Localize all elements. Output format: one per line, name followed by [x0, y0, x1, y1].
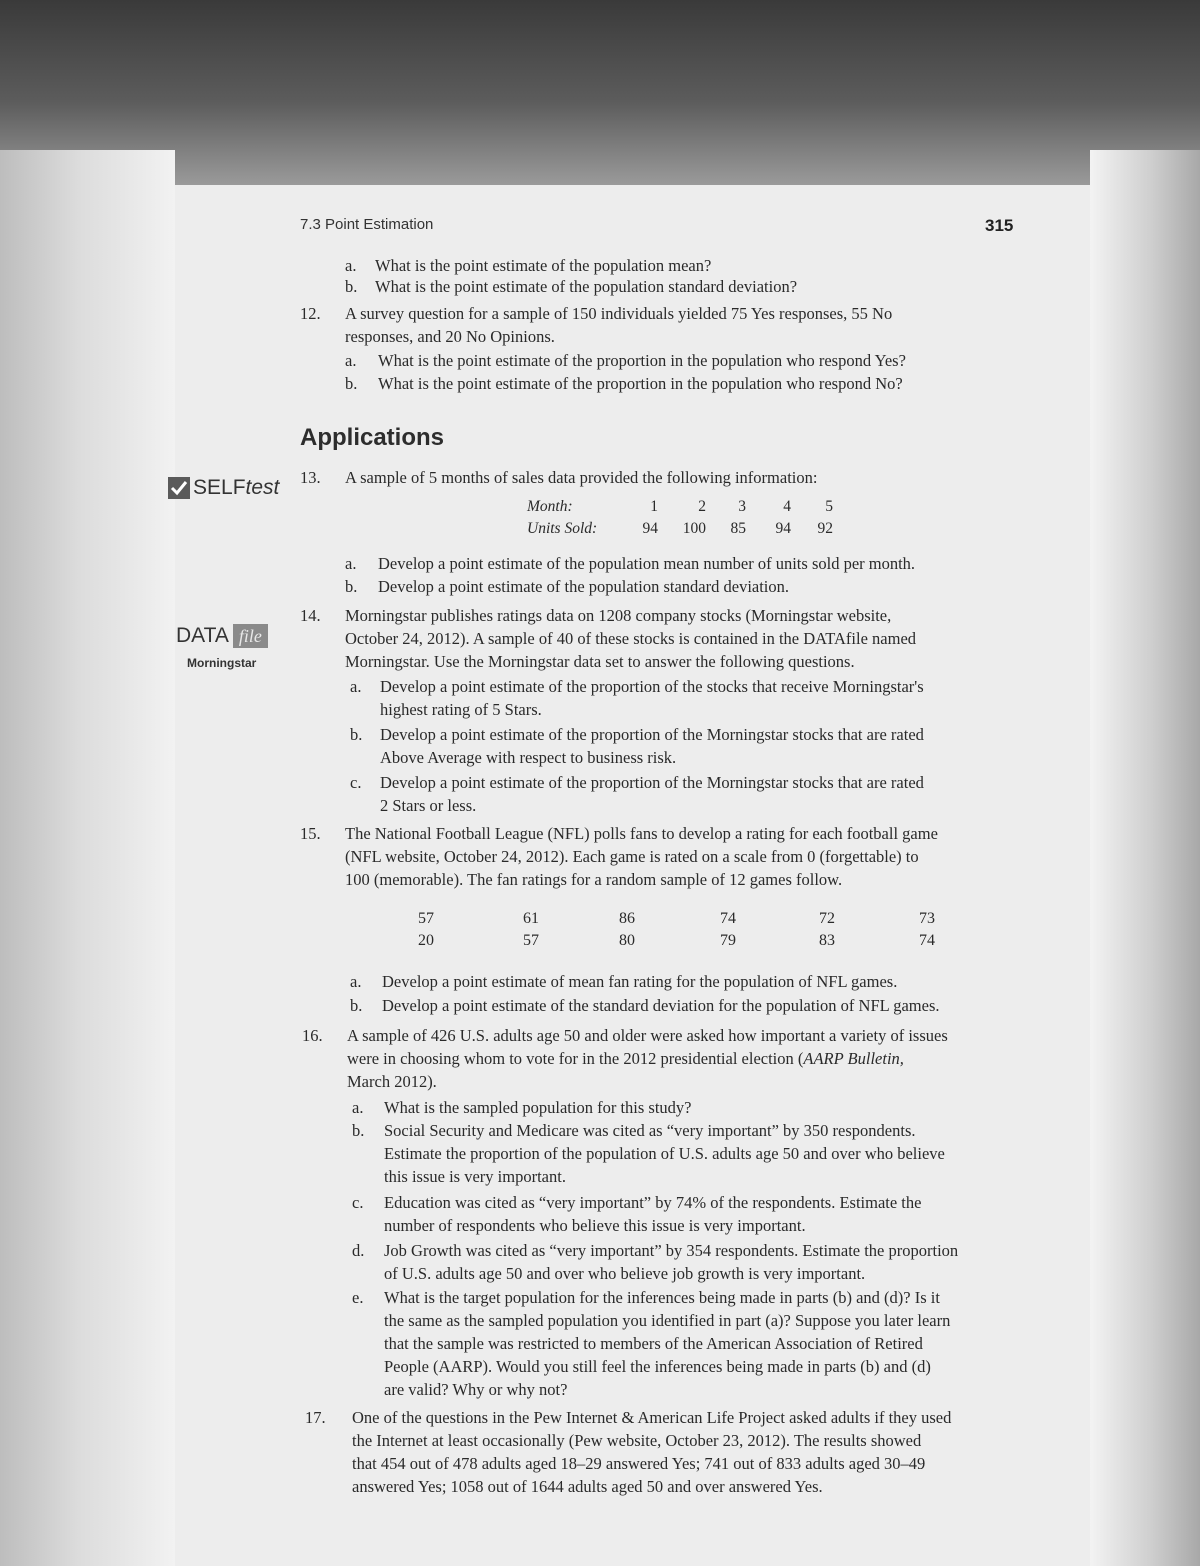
q16-a-label: a. — [352, 1098, 364, 1117]
rating-value: 83 — [819, 932, 835, 949]
rating-value: 74 — [919, 932, 935, 949]
q17-line-1: One of the questions in the Pew Internet & American Life Project asked adults if they used — [352, 1408, 952, 1427]
running-header-section: 7.3 Point Estimation — [300, 216, 434, 233]
rating-value: 86 — [619, 910, 635, 927]
table-units: 94 — [775, 520, 791, 537]
q12-a-label: a. — [345, 351, 357, 370]
q12-line-2: responses, and 20 No Opinions. — [345, 327, 555, 346]
rating-value: 73 — [919, 910, 935, 927]
q14-b-line-1: Develop a point estimate of the proportion of the Morningstar stocks that are rated — [380, 725, 924, 744]
q16-b-line-2: Estimate the proportion of the population of U.S. adults age 50 and over who believe — [384, 1144, 945, 1163]
q14-number: 14. — [300, 606, 321, 625]
table-units: 100 — [682, 520, 706, 537]
q14-line-3: Morningstar. Use the Morningstar data set to answer the following questions. — [345, 652, 855, 671]
q14-line-1: Morningstar publishes ratings data on 1208 company stocks (Morningstar website, — [345, 606, 892, 625]
q16-line-3: March 2012). — [347, 1072, 437, 1091]
q12-line-1: A survey question for a sample of 150 individuals yielded 75 Yes responses, 55 No — [345, 304, 893, 323]
q16-c-line-2: number of respondents who believe this issue is very important. — [384, 1216, 806, 1235]
q14-c-label: c. — [350, 773, 362, 792]
selftest-prefix: SELF — [193, 476, 246, 499]
table-units: 92 — [817, 520, 833, 537]
rating-value: 80 — [619, 932, 635, 949]
q16-e-line-5: are valid? Why or why not? — [384, 1380, 568, 1399]
q12-b-label: b. — [345, 374, 358, 393]
rating-value: 61 — [523, 910, 539, 927]
q16-source-title: AARP Bulletin, — [803, 1049, 904, 1068]
q14-line-2: October 24, 2012). A sample of 40 of these stocks is contained in the DATAfile named — [345, 629, 917, 648]
q16-b-line-3: this issue is very important. — [384, 1167, 566, 1186]
q12-a-text: What is the point estimate of the proportion in the population who respond Yes? — [378, 351, 906, 370]
q15-b-label: b. — [350, 996, 363, 1015]
rating-value: 57 — [418, 910, 434, 927]
q16-e-line-4: People (AARP). Would you still feel the inferences being made in parts (b) and (d) — [384, 1357, 931, 1376]
q14-b-label: b. — [350, 725, 363, 744]
q16-b-line-1: Social Security and Medicare was cited as “very important” by 350 respondents. — [384, 1121, 916, 1140]
q13-a-label: a. — [345, 554, 357, 573]
q17-line-2: the Internet at least occasionally (Pew website, October 23, 2012). The results showed — [352, 1431, 922, 1450]
q11-b-label: b. — [345, 277, 358, 296]
q14-c-line-2: 2 Stars or less. — [380, 796, 477, 815]
q15-line-1: The National Football League (NFL) polls fans to develop a rating for each football game — [345, 824, 938, 843]
q12-number: 12. — [300, 304, 321, 323]
rating-value: 72 — [819, 910, 835, 927]
table-month: 5 — [825, 498, 833, 515]
table-month: 4 — [783, 498, 791, 515]
selftest-marker — [168, 476, 279, 500]
table-units-label: Units Sold: — [527, 520, 598, 537]
q13-line-1: A sample of 5 months of sales data provided the following information: — [345, 468, 818, 487]
q16-e-line-2: the same as the sampled population you identified in part (a)? Suppose you later learn — [384, 1311, 951, 1330]
q12-b-text: What is the point estimate of the proportion in the population who respond No? — [378, 374, 903, 393]
table-units: 85 — [730, 520, 746, 537]
table-month-label: Month: — [527, 498, 573, 515]
q16-a-text: What is the sampled population for this study? — [384, 1098, 692, 1117]
q16-c-label: c. — [352, 1193, 364, 1212]
q16-e-label: e. — [352, 1288, 364, 1307]
q16-number: 16. — [302, 1026, 323, 1045]
table-month: 2 — [698, 498, 706, 515]
q11-a-text: What is the point estimate of the population mean? — [375, 256, 712, 275]
q17-number: 17. — [305, 1408, 326, 1427]
q16-e-line-1: What is the target population for the inferences being made in parts (b) and (d)? Is it — [384, 1288, 940, 1307]
datafile-name: Morningstar — [187, 656, 257, 670]
q15-line-2: (NFL website, October 24, 2012). Each game is rated on a scale from 0 (forgettable) to — [345, 847, 919, 866]
rating-value: 20 — [418, 932, 434, 949]
q16-e-line-3: that the sample was restricted to members of the American Association of Retired — [384, 1334, 923, 1353]
q15-a-text: Develop a point estimate of mean fan rating for the population of NFL games. — [382, 972, 898, 991]
q13-a-text: Develop a point estimate of the population mean number of units sold per month. — [378, 554, 916, 573]
q16-line-2-text: were in choosing whom to vote for in the 2012 presidential election ( — [347, 1049, 804, 1068]
q14-a-label: a. — [350, 677, 362, 696]
q17-line-3: that 454 out of 478 adults aged 18–29 answered Yes; 741 out of 833 adults aged 30–49 — [352, 1454, 926, 1473]
q14-a-line-1: Develop a point estimate of the proportion of the stocks that receive Morningstar's — [380, 677, 924, 696]
q16-d-label: d. — [352, 1241, 365, 1260]
page-number: 315 — [985, 216, 1014, 235]
q13-number: 13. — [300, 468, 321, 487]
q11-b-text: What is the point estimate of the population standard deviation? — [375, 277, 798, 296]
q13-b-text: Develop a point estimate of the population standard deviation. — [378, 577, 790, 596]
q11-a-label: a. — [345, 256, 357, 275]
q16-b-label: b. — [352, 1121, 365, 1140]
q15-number: 15. — [300, 824, 321, 843]
q14-a-line-2: highest rating of 5 Stars. — [380, 700, 542, 719]
table-units: 94 — [642, 520, 658, 537]
q13-b-label: b. — [345, 577, 358, 596]
data-label: DATA — [176, 624, 229, 647]
q17-line-4: answered Yes; 1058 out of 1644 adults aged 50 and over answered Yes. — [352, 1477, 823, 1496]
applications-heading: Applications — [300, 424, 445, 451]
table-month: 3 — [738, 498, 746, 515]
q16-line-2 — [347, 1049, 904, 1069]
q16-d-line-1: Job Growth was cited as “very important” by 354 respondents. Estimate the proportion — [384, 1241, 959, 1260]
q14-c-line-1: Develop a point estimate of the proportion of the Morningstar stocks that are rated — [380, 773, 924, 792]
datafile-marker — [176, 624, 268, 648]
file-badge: file — [233, 624, 268, 648]
rating-value: 79 — [720, 932, 736, 949]
q16-d-line-2: of U.S. adults age 50 and over who believe job growth is very important. — [384, 1264, 866, 1283]
q15-b-text: Develop a point estimate of the standard deviation for the population of NFL games. — [382, 996, 940, 1015]
checkmark-icon — [168, 477, 190, 499]
q15-a-label: a. — [350, 972, 362, 991]
selftest-suffix: test — [245, 476, 280, 499]
q16-line-1: A sample of 426 U.S. adults age 50 and older were asked how important a variety of issues — [347, 1026, 948, 1045]
q14-b-line-2: Above Average with respect to business risk. — [380, 748, 677, 767]
q16-c-line-1: Education was cited as “very important” by 74% of the respondents. Estimate the — [384, 1193, 922, 1212]
table-month: 1 — [650, 498, 658, 515]
rating-value: 57 — [523, 932, 539, 949]
rating-value: 74 — [720, 910, 736, 927]
q15-line-3: 100 (memorable). The fan ratings for a random sample of 12 games follow. — [345, 870, 843, 889]
